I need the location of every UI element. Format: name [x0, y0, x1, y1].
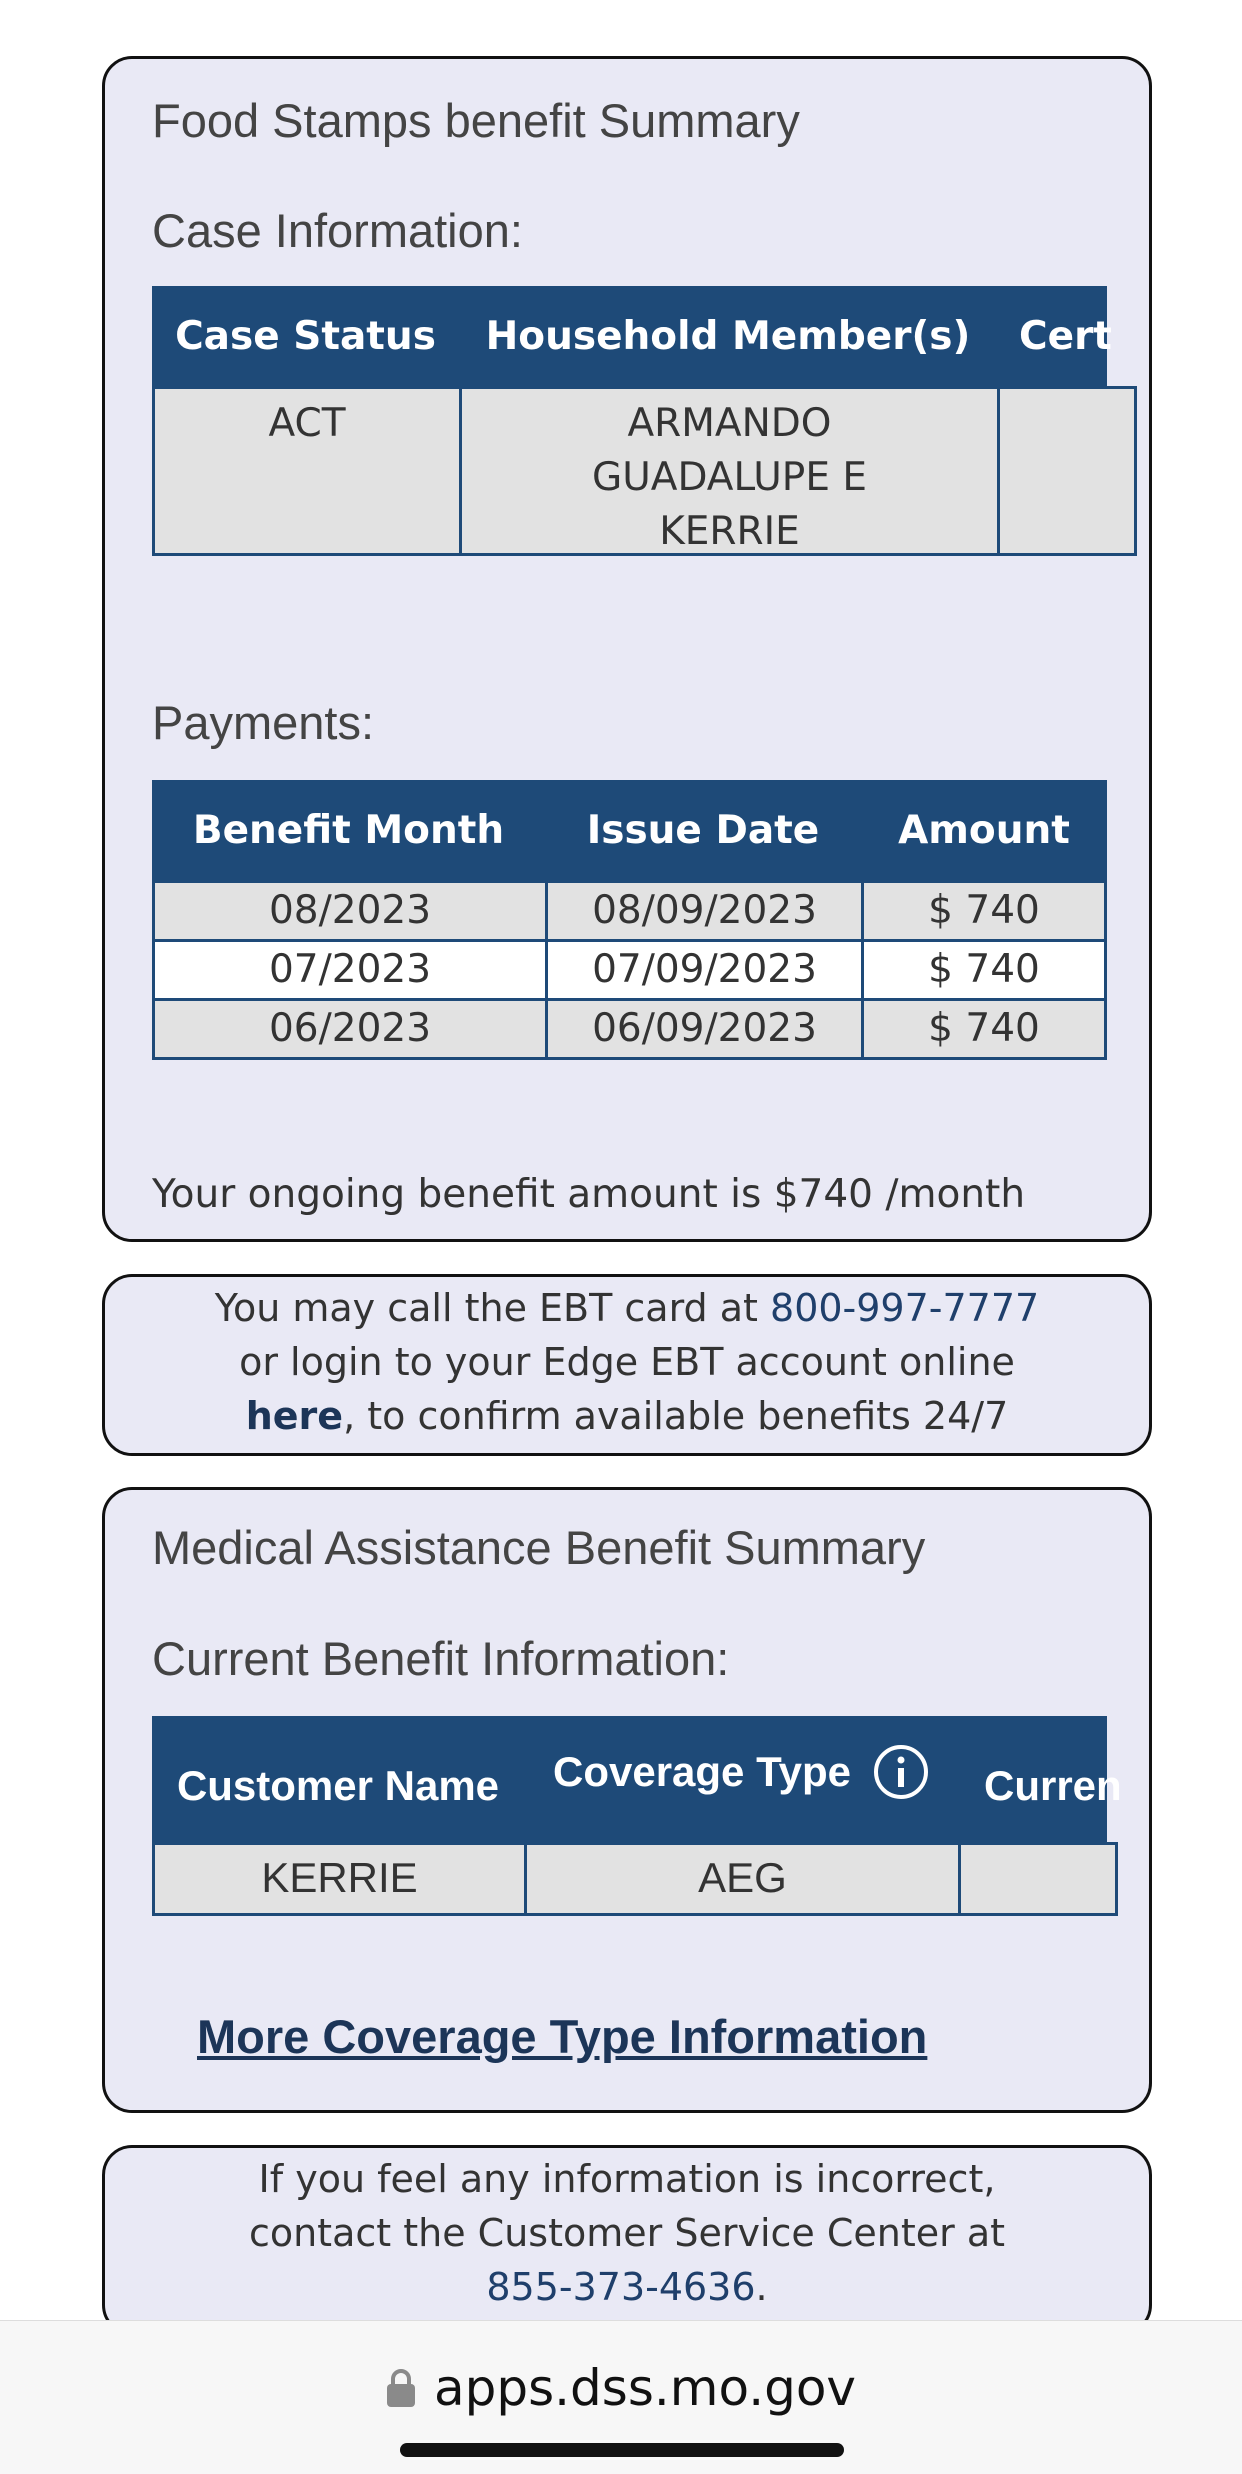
case-table-header [152, 286, 1112, 386]
contact-notice-card [102, 2145, 1152, 2335]
coverage-type-cell: AEG [524, 1842, 961, 1916]
case-table [152, 286, 1112, 563]
case-status-value: ACT [268, 401, 346, 446]
payments-table-header [152, 780, 1107, 880]
home-indicator[interactable] [400, 2443, 844, 2457]
benefit-month-cell: 06/2023 [152, 998, 548, 1060]
current-benefit-heading: Current Benefit Information: [152, 1632, 730, 1685]
household-member: ARMANDO [627, 401, 832, 446]
ebt-line-3 [105, 1389, 1149, 1443]
food-stamps-card [102, 56, 1152, 1242]
household-member: KERRIE [659, 509, 800, 554]
issue-date-cell: 06/09/2023 [545, 998, 864, 1060]
header-amount: Amount [898, 807, 1070, 853]
browser-address-bar[interactable] [0, 2320, 1242, 2474]
issue-date-cell: 08/09/2023 [545, 880, 864, 942]
header-issue-date: Issue Date [586, 807, 820, 853]
amount-cell: $ 740 [861, 880, 1107, 942]
household-members-cell [459, 386, 1000, 556]
ebt-line-1 [105, 1281, 1149, 1335]
header-benefit-month: Benefit Month [192, 807, 505, 853]
medical-table-header [152, 1716, 1122, 1842]
contact-notice-text [105, 2152, 1149, 2314]
contact-period: . [755, 2265, 768, 2309]
ebt-call-text: You may call the EBT card at [214, 1286, 771, 1330]
url-text: apps.dss.mo.gov [433, 2359, 857, 2417]
benefit-month-cell: 07/2023 [152, 939, 548, 1001]
header-current: Curren [984, 1762, 1122, 1809]
amount-cell: $ 740 [861, 939, 1107, 1001]
ebt-line-2: or login to your Edge EBT account online [239, 1340, 1015, 1384]
customer-name-cell: KERRIE [152, 1842, 527, 1916]
case-information-heading: Case Information: [152, 204, 523, 257]
ebt-here-link[interactable]: here [245, 1394, 344, 1438]
ongoing-benefit-text: Your ongoing benefit amount is $740 /month [152, 1172, 1026, 1217]
contact-line-2: contact the Customer Service Center at [248, 2211, 1006, 2255]
case-status-cell [152, 386, 462, 556]
header-customer-name: Customer Name [176, 1762, 500, 1809]
amount-cell: $ 740 [861, 998, 1107, 1060]
header-household-members: Household Member(s) [485, 313, 971, 359]
header-coverage-type [524, 1716, 958, 1842]
contact-line-1: If you feel any information is incorrect, [258, 2157, 996, 2201]
ebt-confirm-text: , to confirm available benefits 24/7 [343, 1394, 1009, 1438]
household-member: GUADALUPE E [592, 455, 867, 500]
cert-cell [997, 386, 1137, 556]
more-coverage-link[interactable]: More Coverage Type Information [197, 2010, 928, 2063]
header-case-status: Case Status [175, 313, 436, 359]
contact-phone-link[interactable]: 855-373-4636 [486, 2265, 756, 2309]
benefit-month-cell: 08/2023 [152, 880, 548, 942]
ebt-phone-link[interactable]: 800-997-7777 [770, 1286, 1040, 1330]
lock-icon [386, 2368, 416, 2408]
issue-date-cell: 07/09/2023 [545, 939, 864, 1001]
payments-heading: Payments: [152, 696, 375, 749]
info-icon[interactable] [873, 1744, 929, 1800]
header-cert: Cert [1019, 313, 1112, 359]
coverage-type-label: Coverage Type [553, 1748, 851, 1795]
url-display[interactable] [0, 2359, 1242, 2417]
food-stamps-title: Food Stamps benefit Summary [152, 94, 800, 147]
ebt-notice-card [102, 1274, 1152, 1456]
payments-table [152, 780, 1107, 1080]
ebt-notice-text [105, 1281, 1149, 1443]
medical-table [152, 1716, 1122, 1916]
medical-assistance-card [102, 1487, 1152, 2113]
contact-line-3 [105, 2260, 1149, 2314]
current-cell [958, 1842, 1118, 1916]
medical-title: Medical Assistance Benefit Summary [152, 1521, 926, 1574]
